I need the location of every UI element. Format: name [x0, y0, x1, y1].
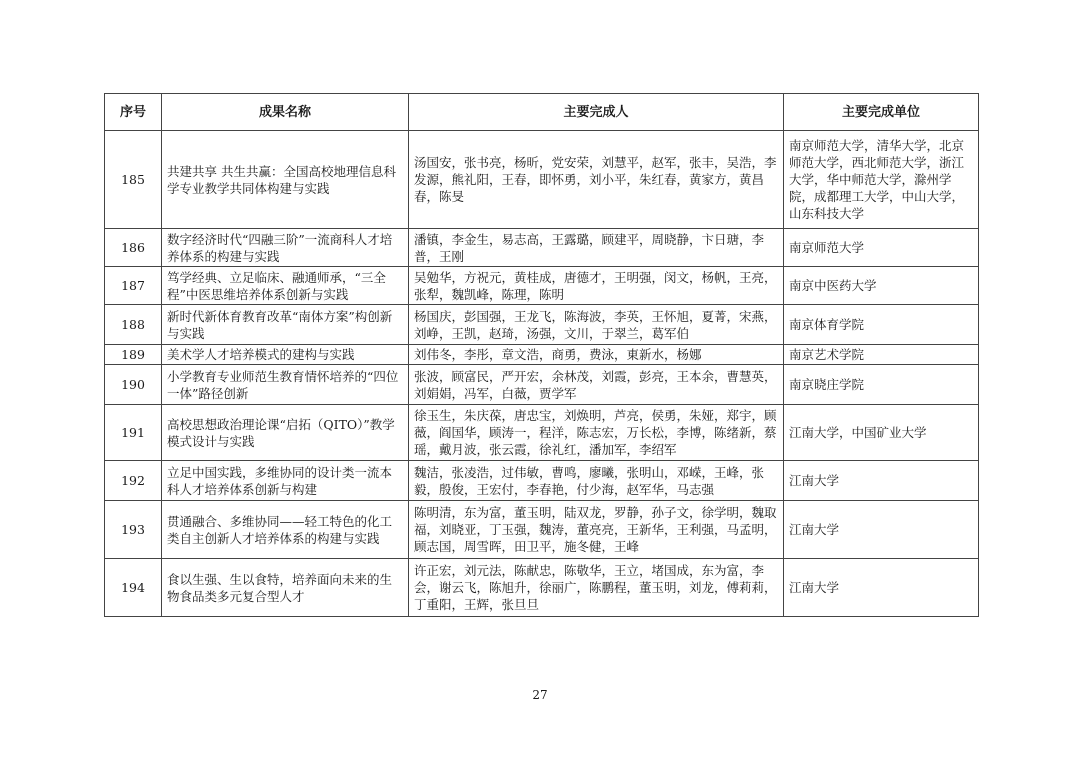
- row-unit: 江南大学: [784, 501, 979, 559]
- row-name: 共建共享 共生共赢：全国高校地理信息科学专业教学共同体构建与实践: [162, 131, 409, 229]
- table-header-row: [105, 94, 979, 131]
- row-name: 小学教育专业师范生教育情怀培养的“四位一体”路径创新: [162, 365, 409, 405]
- header-name: 成果名称: [162, 94, 409, 131]
- row-no: 190: [105, 365, 162, 405]
- row-unit: 南京晓庄学院: [784, 365, 979, 405]
- row-name: 食以生强、生以食特，培养面向未来的生物食品类多元复合型人才: [162, 559, 409, 617]
- row-name: 美术学人才培养模式的建构与实践: [162, 345, 409, 365]
- row-people: 许正宏，刘元法，陈献忠，陈敬华，王立，堵国成，东为富，李会，谢云飞，陈旭升，徐丽广，陈鹏程，董玉明，刘龙，傅莉莉，丁重阳，王辉，张旦旦: [409, 559, 784, 617]
- row-name: 立足中国实践，多维协同的设计类一流本科人才培养体系创新与构建: [162, 461, 409, 501]
- header-no: 序号: [105, 94, 162, 131]
- table-row: [105, 461, 979, 501]
- table-row: [105, 267, 979, 305]
- row-no: 192: [105, 461, 162, 501]
- table-row: [105, 405, 979, 461]
- row-unit: 江南大学: [784, 559, 979, 617]
- row-people: 刘伟冬，李彤，章文浩，商勇，费泳，東新水，杨娜: [409, 345, 784, 365]
- row-no: 191: [105, 405, 162, 461]
- row-people: 潘镇，李金生，易志高，王露璐，顾建平，周晓静，卞日瑭，李普，王刚: [409, 229, 784, 267]
- row-people: 吴勉华，方祝元，黄桂成，唐德才，王明强，闵文，杨帆，王亮，张犁，魏凯峰，陈理，陈明: [409, 267, 784, 305]
- results-table: [104, 93, 979, 617]
- header-unit: 主要完成单位: [784, 94, 979, 131]
- table-row: [105, 305, 979, 345]
- row-no: 194: [105, 559, 162, 617]
- row-no: 185: [105, 131, 162, 229]
- page-number: 27: [532, 688, 548, 702]
- row-unit: 南京艺术学院: [784, 345, 979, 365]
- row-name: 贯通融合、多维协同——轻工特色的化工类自主创新人才培养体系的构建与实践: [162, 501, 409, 559]
- row-unit: 南京师范大学: [784, 229, 979, 267]
- row-no: 193: [105, 501, 162, 559]
- row-name: 数字经济时代“四融三阶”一流商科人才培养体系的构建与实践: [162, 229, 409, 267]
- row-name: 高校思想政治理论课“启拓（QITO）”教学模式设计与实践: [162, 405, 409, 461]
- table-row: [105, 365, 979, 405]
- table-row: [105, 345, 979, 365]
- row-name: 新时代新体育教育改革“南体方案”构创新与实践: [162, 305, 409, 345]
- row-people: 陈明清，东为富，董玉明，陆双龙，罗静，孙子文，徐学明，魏取福，刘晓亚，丁玉强，魏涛，董亮亮，王新华，王利强，马孟明，顾志国，周雪晖，田卫平，施冬健，王峰: [409, 501, 784, 559]
- table-row: [105, 229, 979, 267]
- row-no: 186: [105, 229, 162, 267]
- row-unit: 南京师范大学，清华大学，北京师范大学，西北师范大学，浙江大学，华中师范大学，滁州学院，成都理工大学，中山大学，山东科技大学: [784, 131, 979, 229]
- table-row: [105, 501, 979, 559]
- row-people: 魏洁，张凌浩，过伟敏，曹鸣，廖曦，张明山，邓嵘，王峰，张毅，殷俊，王宏付，李春艳，付少海，赵军华，马志强: [409, 461, 784, 501]
- row-people: 徐玉生，朱庆葆，唐忠宝，刘焕明，芦亮，侯勇，朱娅，郑宇，顾薇，阎国华，顾涛一，程洋，陈志宏，万长松，李博，陈绪新，蔡瑶，戴月波，张云霞，徐礼红，潘加军，李绍军: [409, 405, 784, 461]
- row-unit: 南京体育学院: [784, 305, 979, 345]
- row-people: 汤国安，张书亮，杨昕，党安荣，刘慧平，赵军，张丰，吴浩，李发源，熊礼阳，王春，即怀勇，刘小平，朱红春，黄家方，黄昌春，陈旻: [409, 131, 784, 229]
- row-no: 188: [105, 305, 162, 345]
- table-row: [105, 559, 979, 617]
- header-people: 主要完成人: [409, 94, 784, 131]
- row-no: 187: [105, 267, 162, 305]
- table-row: [105, 131, 979, 229]
- row-people: 杨国庆，彭国强，王龙飞，陈海波，李英，王怀旭，夏菁，宋燕，刘峥，王凯，赵琦，汤强，文川，于翠兰，葛军伯: [409, 305, 784, 345]
- row-unit: 江南大学: [784, 461, 979, 501]
- row-unit: 江南大学，中国矿业大学: [784, 405, 979, 461]
- row-no: 189: [105, 345, 162, 365]
- row-name: 笃学经典、立足临床、融通师承，“三全程”中医思维培养体系创新与实践: [162, 267, 409, 305]
- row-unit: 南京中医药大学: [784, 267, 979, 305]
- row-people: 张波，顾富民，严开宏，余林茂，刘霞，彭亮，王本余，曹慧英，刘娟娟，冯军，白薇，贾学军: [409, 365, 784, 405]
